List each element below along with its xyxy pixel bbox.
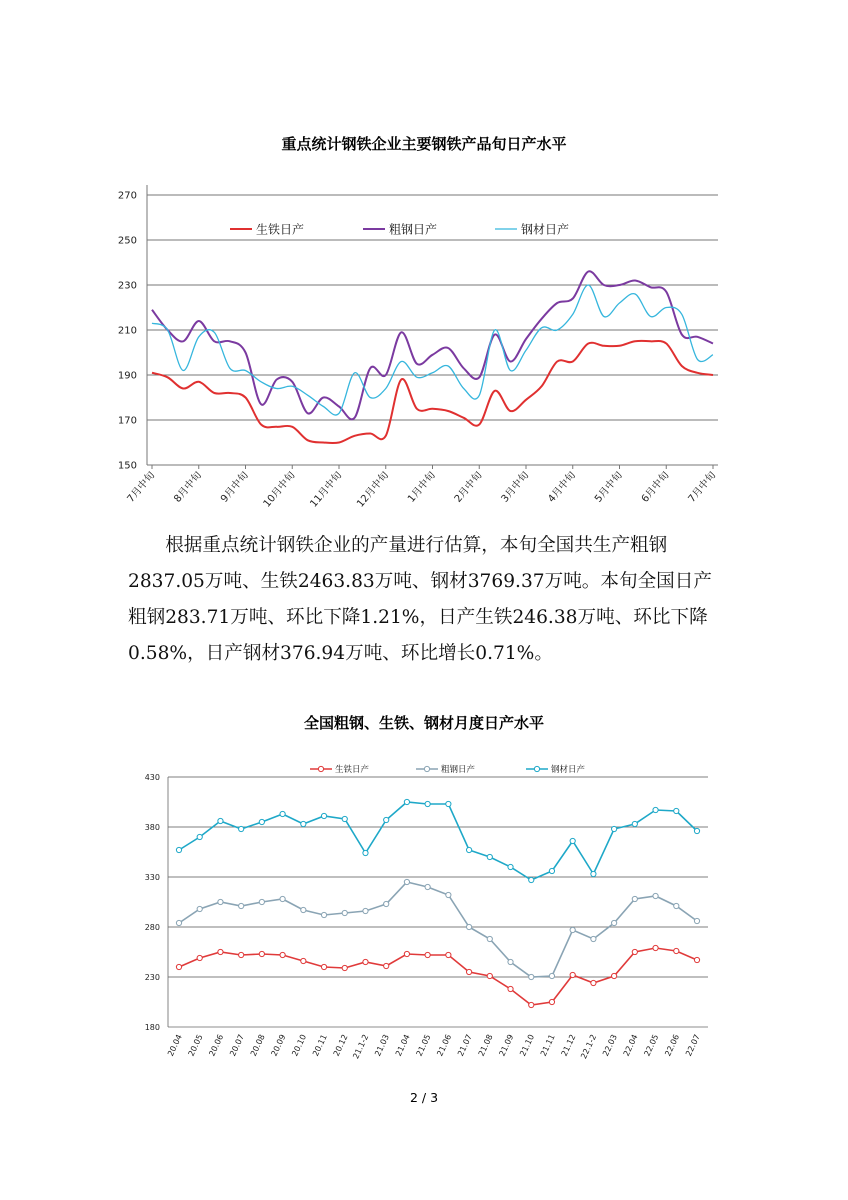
chart1-x-tick-label: 11月中旬 — [308, 469, 345, 510]
chart2-data-point — [446, 801, 451, 806]
chart2-data-point — [487, 973, 492, 978]
chart2-data-point — [612, 973, 617, 978]
chart2-series-line — [179, 882, 697, 977]
chart2-x-tick-label: 20.07 — [228, 1033, 246, 1058]
chart1-x-tick-label: 6月中旬 — [639, 469, 672, 505]
chart1-x-tick-label: 10月中旬 — [261, 469, 298, 510]
chart2-x-tick-label: 20.08 — [248, 1033, 267, 1058]
chart2-data-point — [239, 826, 244, 831]
chart2-data-point — [529, 1002, 534, 1007]
chart2-y-tick-label: 180 — [144, 1023, 160, 1032]
chart1-legend-label: 生铁日产 — [256, 222, 305, 237]
chart2-data-point — [259, 819, 264, 824]
chart2-data-point — [404, 799, 409, 804]
chart2-title: 全国粗钢、生铁、钢材月度日产水平 — [303, 714, 544, 732]
chart2-data-point — [674, 903, 679, 908]
chart2-data-point — [176, 847, 181, 852]
chart2-legend-marker — [318, 766, 323, 771]
chart2-x-tick-label: 22.05 — [642, 1033, 661, 1058]
chart2-y-tick-label: 380 — [144, 823, 160, 832]
chart2-data-point — [694, 828, 699, 833]
chart2-data-point — [549, 973, 554, 978]
chart2-y-tick-label: 430 — [144, 773, 160, 782]
chart2-data-point — [321, 964, 326, 969]
chart2-data-point — [342, 816, 347, 821]
chart2-monthly-daily-output — [140, 760, 720, 1070]
chart2-x-tick-label: 21.10 — [518, 1033, 537, 1058]
chart2-data-point — [487, 936, 492, 941]
chart2-data-point — [321, 912, 326, 917]
chart2-x-tick-label: 20.05 — [186, 1033, 205, 1058]
chart2-x-tick-label: 20.10 — [290, 1033, 309, 1058]
page-number: 2 / 3 — [409, 1090, 439, 1105]
chart2-data-point — [694, 957, 699, 962]
chart2-x-tick-label: 22.07 — [683, 1033, 702, 1058]
summary-text: 根据重点统计钢铁企业的产量进行估算，本旬全国共生产粗钢2837.05万吨、生铁2463.83万吨、钢材3769.37万吨。本旬全国日产粗钢283.71万吨、环比下降1.21%，日产生铁246.38万吨、环比下降0.58%，日产钢材376.94万吨、环比增长0.71%。 — [128, 535, 712, 664]
chart2-data-point — [674, 808, 679, 813]
chart2-data-point — [632, 896, 637, 901]
chart2-data-point — [342, 965, 347, 970]
chart2-data-point — [259, 899, 264, 904]
chart2-data-point — [301, 958, 306, 963]
chart1-x-tick-label: 8月中旬 — [172, 469, 205, 505]
chart2-data-point — [466, 924, 471, 929]
chart1-series-line — [152, 271, 713, 419]
chart1-series-line — [152, 341, 713, 443]
chart2-x-tick-label: 21.09 — [497, 1033, 516, 1058]
chart1-x-tick-label: 7月中旬 — [686, 469, 719, 505]
chart2-data-point — [632, 821, 637, 826]
chart2-data-point — [301, 907, 306, 912]
chart2-data-point — [591, 980, 596, 985]
chart1-legend-label: 钢材日产 — [521, 222, 570, 237]
chart2-data-point — [342, 910, 347, 915]
chart2-x-tick-label: 21.1-2 — [351, 1033, 371, 1061]
chart2-data-point — [280, 952, 285, 957]
chart1-series-line — [152, 285, 713, 415]
chart1-y-tick-label: 210 — [117, 325, 137, 337]
chart2-data-point — [176, 920, 181, 925]
chart2-data-point — [570, 838, 575, 843]
chart2-data-point — [239, 952, 244, 957]
chart2-data-point — [218, 899, 223, 904]
chart2-data-point — [425, 884, 430, 889]
chart2-data-point — [508, 864, 513, 869]
chart2-data-point — [508, 986, 513, 991]
chart2-x-tick-label: 21.05 — [414, 1033, 433, 1058]
chart2-data-point — [239, 903, 244, 908]
chart2-data-point — [653, 945, 658, 950]
chart2-data-point — [425, 952, 430, 957]
summary-paragraph — [128, 528, 728, 672]
chart2-x-tick-label: 20.11 — [311, 1033, 329, 1058]
chart2-series-line — [179, 948, 697, 1005]
chart2-data-point — [591, 936, 596, 941]
chart2-data-point — [446, 892, 451, 897]
chart2-x-tick-label: 21.08 — [476, 1033, 495, 1058]
chart2-x-tick-label: 20.04 — [165, 1033, 184, 1058]
chart2-x-tick-label: 21.06 — [435, 1033, 454, 1058]
chart2-data-point — [694, 918, 699, 923]
chart2-data-point — [446, 952, 451, 957]
chart2-data-point — [549, 868, 554, 873]
chart2-data-point — [218, 818, 223, 823]
chart1-y-tick-label: 190 — [117, 370, 137, 382]
chart2-data-point — [404, 879, 409, 884]
chart2-data-point — [612, 920, 617, 925]
chart2-x-tick-label: 20.06 — [207, 1033, 226, 1058]
chart2-data-point — [280, 811, 285, 816]
chart2-data-point — [549, 999, 554, 1004]
chart2-x-tick-label: 21.04 — [393, 1033, 412, 1058]
chart2-data-point — [176, 964, 181, 969]
chart1-daily-output-by-dekad — [110, 185, 730, 515]
chart2-x-tick-label: 22.04 — [621, 1033, 640, 1058]
chart2-y-tick-label: 230 — [144, 973, 160, 982]
chart2-data-point — [466, 847, 471, 852]
chart1-x-tick-label: 3月中旬 — [499, 469, 532, 505]
chart2-x-tick-label: 21.12 — [559, 1033, 578, 1058]
chart2-x-tick-label: 21.03 — [373, 1033, 392, 1058]
chart2-data-point — [612, 826, 617, 831]
chart2-legend-marker — [534, 766, 539, 771]
chart1-y-tick-label: 250 — [117, 235, 137, 247]
chart2-x-tick-label: 22.03 — [601, 1033, 619, 1058]
chart2-data-point — [653, 807, 658, 812]
chart2-data-point — [570, 927, 575, 932]
chart1-y-tick-label: 270 — [117, 190, 137, 202]
chart2-data-point — [632, 949, 637, 954]
chart2-data-point — [197, 834, 202, 839]
chart2-data-point — [529, 877, 534, 882]
chart2-data-point — [508, 959, 513, 964]
chart2-data-point — [363, 959, 368, 964]
chart1-y-tick-label: 170 — [117, 415, 137, 427]
chart2-x-tick-label: 22.06 — [663, 1033, 682, 1058]
chart2-data-point — [197, 955, 202, 960]
chart2-data-point — [280, 896, 285, 901]
chart2-data-point — [259, 951, 264, 956]
chart2-legend-label: 生铁日产 — [335, 765, 370, 775]
chart2-legend-label: 粗钢日产 — [441, 765, 476, 775]
chart2-data-point — [674, 948, 679, 953]
chart2-x-tick-label: 21.07 — [456, 1033, 474, 1058]
chart2-data-point — [321, 813, 326, 818]
chart1-x-tick-label: 7月中旬 — [125, 469, 158, 505]
chart2-data-point — [384, 901, 389, 906]
chart2-data-point — [529, 974, 534, 979]
chart1-x-tick-label: 1月中旬 — [405, 469, 438, 505]
chart2-data-point — [570, 972, 575, 977]
chart1-y-tick-label: 230 — [117, 280, 137, 292]
chart1-x-tick-label: 5月中旬 — [592, 469, 625, 505]
chart2-data-point — [363, 908, 368, 913]
chart2-data-point — [363, 850, 368, 855]
chart2-data-point — [653, 893, 658, 898]
chart1-legend-label: 粗钢日产 — [389, 222, 438, 237]
chart2-data-point — [197, 906, 202, 911]
chart1-x-tick-label: 4月中旬 — [546, 469, 579, 505]
chart2-data-point — [384, 817, 389, 822]
chart2-legend-label: 钢材日产 — [551, 765, 586, 775]
chart2-data-point — [384, 963, 389, 968]
chart2-data-point — [218, 949, 223, 954]
chart2-data-point — [466, 969, 471, 974]
chart2-data-point — [301, 821, 306, 826]
chart2-data-point — [487, 854, 492, 859]
chart2-data-point — [404, 951, 409, 956]
chart2-x-tick-label: 20.09 — [269, 1033, 288, 1058]
chart2-legend-marker — [424, 766, 429, 771]
chart1-title: 重点统计钢铁企业主要钢铁产品旬日产水平 — [281, 135, 567, 153]
chart2-x-tick-label: 21.11 — [538, 1033, 557, 1058]
chart2-y-tick-label: 280 — [144, 923, 160, 932]
chart2-x-tick-label: 20.12 — [331, 1033, 350, 1058]
chart2-series-line — [179, 802, 697, 880]
chart2-data-point — [591, 871, 596, 876]
chart2-y-tick-label: 330 — [144, 873, 160, 882]
chart1-x-tick-label: 2月中旬 — [452, 469, 485, 505]
chart2-data-point — [425, 801, 430, 806]
chart2-x-tick-label: 22.1-2 — [579, 1033, 599, 1061]
chart1-y-tick-label: 150 — [117, 460, 137, 472]
chart1-x-tick-label: 9月中旬 — [218, 469, 251, 505]
chart1-x-tick-label: 12月中旬 — [355, 469, 392, 510]
